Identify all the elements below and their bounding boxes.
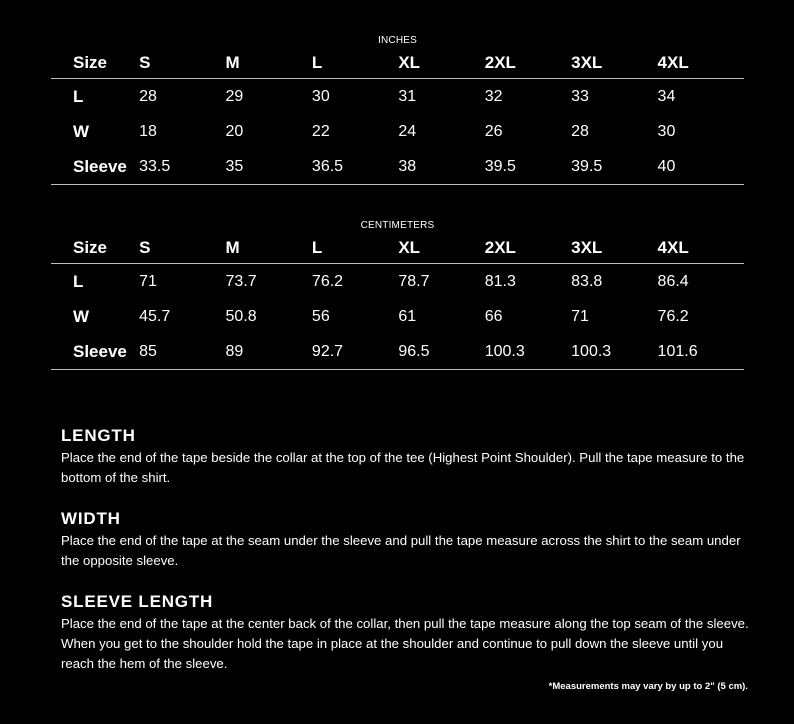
width-guide: [61, 509, 751, 571]
table-cell: 66: [484, 307, 503, 325]
table-cell: 76.2: [311, 272, 344, 290]
inches-header-4xl: 4XL: [657, 53, 689, 72]
table-cell: 40: [657, 157, 676, 175]
sleeve-length-instructions: Place the end of the tape at the center back of the collar, then pull the tape measure along the top seam of the sleeve. When you get to the shoulder hold the tape in place at the shoulder and continue to pull down the sleeve until you reach the hem of the sleeve.: [61, 616, 749, 671]
table-cell: 35: [225, 157, 244, 175]
centimeters-header-row: [51, 233, 744, 264]
length-guide: [61, 426, 751, 488]
inches-header-size: Size: [73, 53, 108, 72]
table-cell: 73.7: [225, 272, 257, 290]
length-heading: LENGTH: [61, 426, 136, 445]
table-cell: 24: [398, 122, 417, 140]
centimeters-size-table: [51, 233, 744, 370]
row-label-length: L: [73, 86, 84, 106]
table-cell: 33: [571, 87, 589, 105]
table-cell: 30: [657, 122, 676, 140]
cm-header-s: S: [139, 238, 151, 257]
table-cell: 45.7: [139, 307, 171, 325]
table-cell: 34: [657, 87, 676, 105]
table-cell: 78.7: [398, 272, 430, 290]
table-cell: 81.3: [484, 272, 516, 290]
table-cell: 39.5: [484, 157, 516, 175]
table-cell: 38: [398, 157, 417, 175]
table-cell: 100.3: [484, 342, 525, 360]
table-cell: 85: [139, 342, 157, 360]
table-cell: 28: [571, 122, 589, 140]
table-cell: 92.7: [311, 342, 344, 360]
table-cell: 50.8: [225, 307, 257, 325]
table-cell: 32: [484, 87, 503, 105]
table-cell: 83.8: [571, 272, 603, 290]
inches-header-xl: XL: [398, 53, 421, 72]
inches-header-l: L: [311, 53, 323, 72]
cm-header-4xl: 4XL: [657, 238, 689, 257]
inches-header-s: S: [139, 53, 151, 72]
cm-header-l: L: [311, 238, 323, 257]
table-cell: 61: [398, 307, 417, 325]
table-cell: 71: [139, 272, 157, 290]
inches-header-3xl: 3XL: [571, 53, 603, 72]
centimeters-size-table-block: [51, 219, 744, 370]
inches-header-2xl: 2XL: [484, 53, 516, 72]
cm-header-3xl: 3XL: [571, 238, 603, 257]
inches-header-m: M: [225, 53, 240, 72]
table-cell: 89: [225, 342, 244, 360]
inches-header-row: [51, 48, 744, 79]
table-cell: 29: [225, 87, 244, 105]
table-cell: 28: [139, 87, 157, 105]
table-row: [51, 79, 744, 115]
table-cell: 56: [311, 307, 330, 325]
table-row: [51, 299, 744, 334]
inches-caption: INCHES: [378, 35, 417, 46]
table-cell: 20: [225, 122, 244, 140]
table-cell: 96.5: [398, 342, 430, 360]
row-label-sleeve: Sleeve: [73, 156, 127, 176]
row-label-width: W: [73, 306, 90, 326]
width-heading: WIDTH: [61, 509, 121, 528]
inches-size-table-block: [51, 34, 744, 185]
table-row: [51, 149, 744, 185]
table-cell: 30: [311, 87, 330, 105]
table-cell: 101.6: [657, 342, 698, 360]
table-cell: 18: [139, 122, 157, 140]
table-cell: 33.5: [139, 157, 171, 175]
table-cell: 86.4: [657, 272, 689, 290]
table-cell: 22: [311, 122, 330, 140]
inches-size-table: [51, 48, 744, 185]
row-label-length: L: [73, 271, 84, 291]
measurement-footnote: *Measurements may vary by up to 2" (5 cm).: [548, 681, 748, 692]
table-cell: 100.3: [571, 342, 612, 360]
sleeve-length-guide: [61, 592, 751, 674]
table-row: [51, 264, 744, 300]
table-cell: 26: [484, 122, 503, 140]
table-cell: 76.2: [657, 307, 689, 325]
cm-header-2xl: 2XL: [484, 238, 516, 257]
table-cell: 31: [398, 87, 417, 105]
length-instructions: Place the end of the tape beside the collar at the top of the tee (Highest Point Shoulder). Pull the tape measure to the bottom of the shirt.: [61, 450, 745, 485]
width-instructions: Place the end of the tape at the seam under the sleeve and pull the tape measure across the shirt to the seam under the opposite sleeve.: [61, 533, 741, 568]
table-cell: 36.5: [311, 157, 344, 175]
cm-header-m: M: [225, 238, 240, 257]
row-label-width: W: [73, 121, 90, 141]
sleeve-length-heading: SLEEVE LENGTH: [61, 592, 214, 611]
table-cell: 39.5: [571, 157, 603, 175]
centimeters-caption: CENTIMETERS: [360, 220, 435, 231]
cm-header-size: Size: [73, 238, 108, 257]
row-label-sleeve: Sleeve: [73, 341, 127, 361]
table-row: [51, 114, 744, 149]
cm-header-xl: XL: [398, 238, 421, 257]
table-row: [51, 334, 744, 370]
table-cell: 71: [571, 307, 589, 325]
